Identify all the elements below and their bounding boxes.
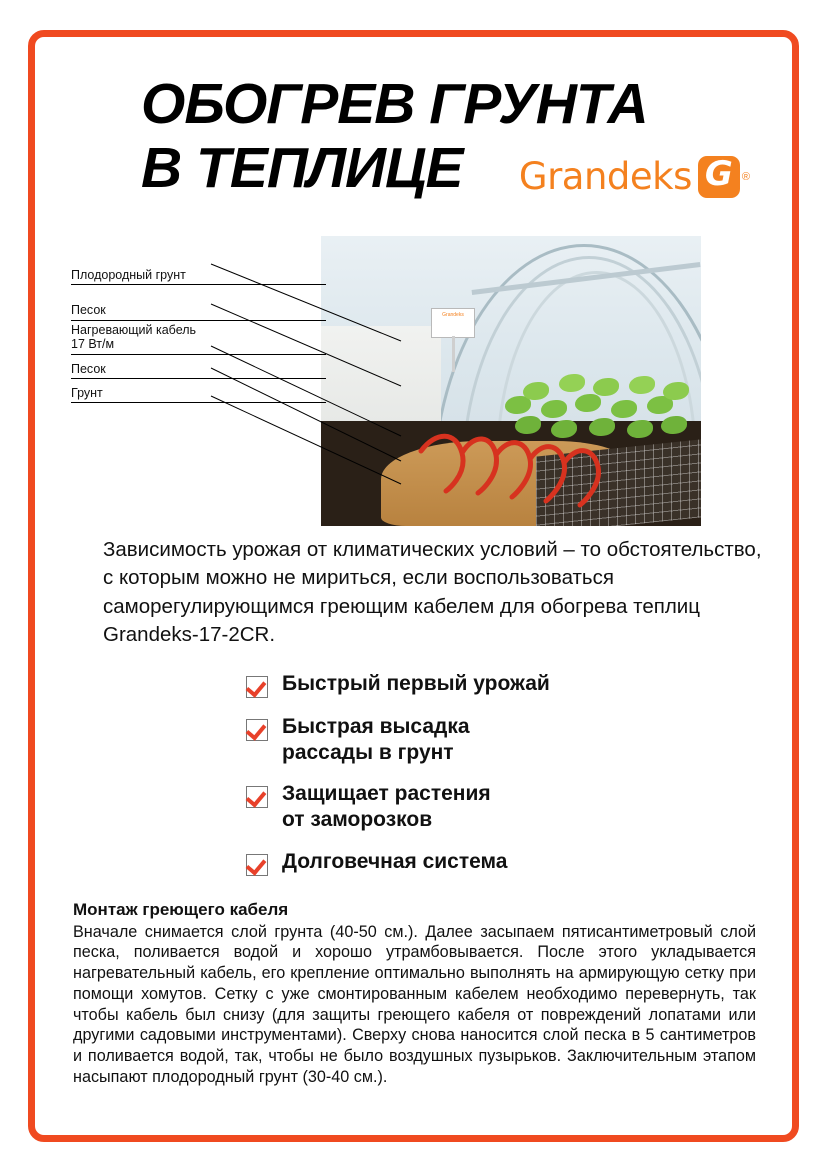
benefit-text <box>282 671 550 697</box>
controller-label: Grandeks <box>442 312 464 318</box>
benefits-list <box>246 671 756 875</box>
section-body: Вначале снимается слой грунта (40-50 см.). Далее засыпаем пятисантиметровый слой песка, поливается водой и хорошо утрамбовывается. После этого укладывается нагревательный кабель, его крепление оптимально выполнять на армирующую сетку при помощи хомутов. Сетку с уже смонтированным кабелем необходимо перевернуть, так чтобы кабель был снизу (для защиты греющего кабеля от повреждений лопатами или другими садовыми инструментами). Сверху снова наносится слой песка в 5 сантиметров и поливается водой, так, чтобы не было воздушных пузырьков. Заключительным этапом насыпают плодородный грунт (30-40 см.). <box>73 922 756 1086</box>
brand-logo <box>519 155 750 198</box>
poster-frame <box>28 30 799 1142</box>
callout-rule <box>71 402 326 403</box>
callout-label-cable <box>71 321 326 355</box>
callout-text: Песок <box>71 303 106 318</box>
benefit-line-1: Быстрый первый урожай <box>282 672 550 696</box>
callout-label-topsoil <box>71 266 326 285</box>
callout-text: Грунт <box>71 385 103 400</box>
installation-section <box>73 900 756 1088</box>
benefit-line-1: Долговечная система <box>282 849 508 873</box>
benefit-line-1: Быстрая высадка <box>282 715 470 739</box>
list-item <box>246 671 756 698</box>
callout-text-secondary: 17 Вт/м <box>71 337 115 352</box>
illustration <box>71 236 756 526</box>
callout-rule <box>71 354 326 355</box>
check-icon <box>246 676 268 698</box>
check-icon <box>246 786 268 808</box>
title-line-1: ОБОГРЕВ ГРУНТА <box>141 72 648 136</box>
callout-label-sand-bottom <box>71 360 326 379</box>
section-heading: Монтаж греющего кабеля <box>73 899 289 919</box>
title-line-2: В ТЕПЛИЦЕ <box>141 135 463 200</box>
check-icon <box>246 854 268 876</box>
grandeks-g-icon <box>698 153 740 198</box>
list-item <box>246 781 756 832</box>
check-icon <box>246 719 268 741</box>
benefit-text <box>282 849 507 875</box>
callout-labels <box>71 266 326 403</box>
brand-letter: G <box>704 153 733 194</box>
brand-name: Grandeks <box>518 155 692 198</box>
callout-text: Песок <box>71 361 106 376</box>
callout-rule <box>71 378 326 379</box>
callout-rule <box>71 284 326 285</box>
registered-trademark-icon: ® <box>741 170 750 183</box>
intro-paragraph: Зависимость урожая от климатических условий – то обстоятельство, с которым можно не мириться, если воспользоваться саморегулирующимся греющим кабелем для обогрева теплиц Grandeks-17-2CR. <box>103 538 762 646</box>
callout-label-sand-top <box>71 301 326 320</box>
benefit-line-1: Защищает растения <box>282 782 491 806</box>
benefit-text <box>282 781 491 832</box>
poster-header <box>71 55 756 240</box>
callout-text: Нагревающий кабель <box>71 322 197 337</box>
benefit-line-2: от заморозков <box>282 807 433 831</box>
list-item <box>246 714 756 765</box>
callout-text: Плодородный грунт <box>71 268 186 282</box>
list-item <box>246 849 756 876</box>
benefit-text <box>282 714 470 765</box>
benefit-line-2: рассады в грунт <box>282 740 454 764</box>
callout-label-ground <box>71 384 326 403</box>
